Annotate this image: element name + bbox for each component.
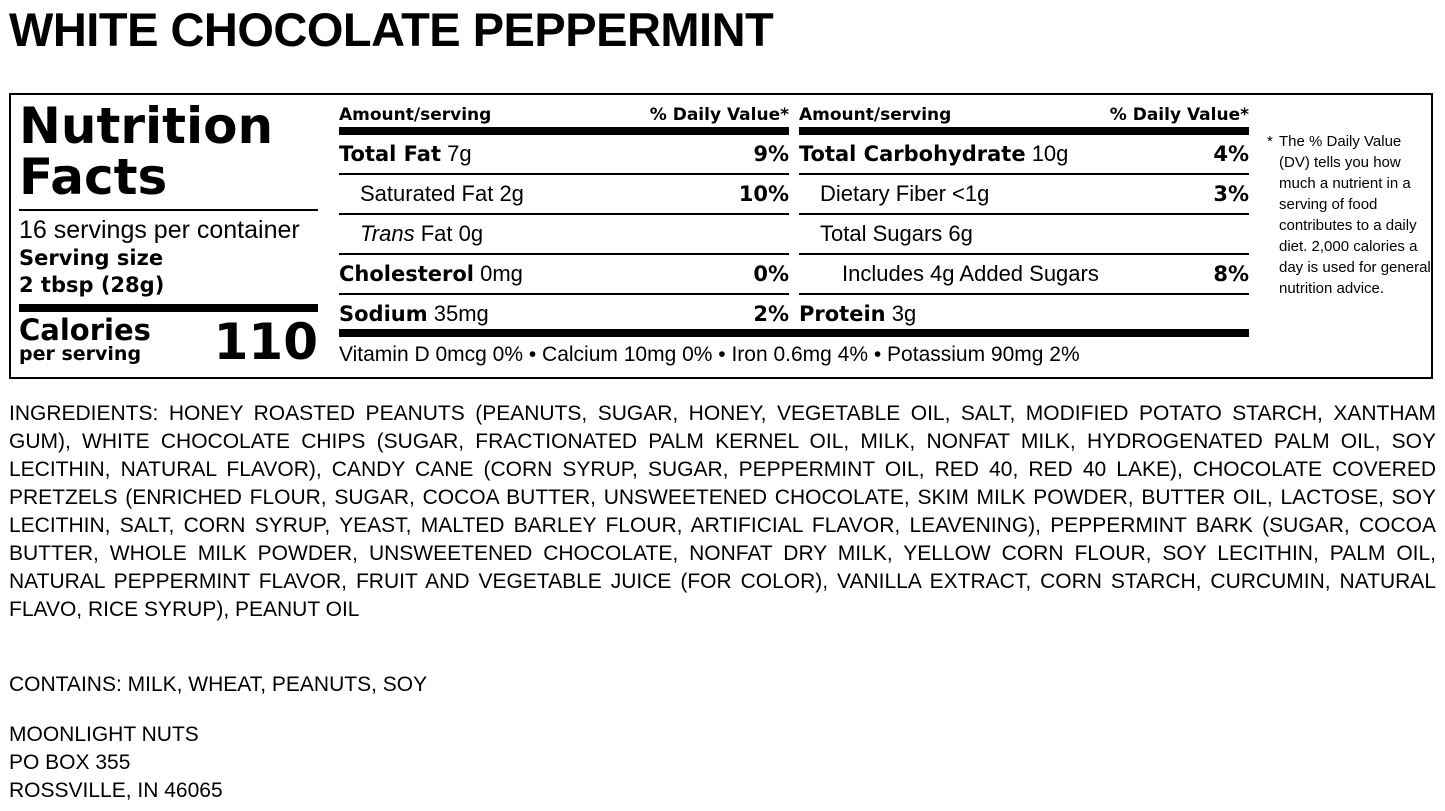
- nutrient-dv: 4%: [1213, 142, 1249, 166]
- nutrient-row-trans-fat: [339, 215, 789, 255]
- nutrient-amount: Fat 0g: [420, 221, 484, 246]
- nutrient-dv: 10%: [738, 182, 789, 206]
- product-title: WHITE CHOCOLATE PEPPERMINT: [9, 3, 774, 56]
- nutrient-name: Protein: [799, 302, 886, 326]
- nutrient-name: Sodium: [339, 302, 428, 326]
- nutrient-column-left: [339, 103, 789, 333]
- nutrient-row-sodium: [339, 295, 789, 333]
- nutrient-name: Total Carbohydrate: [799, 142, 1026, 166]
- nutrient-dv: 2%: [753, 302, 789, 326]
- nutrient-row-cholesterol: [339, 255, 789, 295]
- nutrient-row-dietary-fiber: [799, 175, 1249, 215]
- nutrient-amount: 0mg: [480, 261, 523, 286]
- nutrient-dv: 0%: [753, 262, 789, 286]
- address-line: PO BOX 355: [9, 751, 131, 774]
- nutrient-row-total-sugars: [799, 215, 1249, 255]
- nutrient-name: Total Sugars: [820, 221, 943, 246]
- nutrient-column-right: [799, 103, 1249, 333]
- divider-thick: [339, 329, 1249, 337]
- amount-serving-header: Amount/serving: [339, 105, 492, 125]
- calories-per-serving-label: per serving: [19, 343, 142, 365]
- serving-size-label: Serving size: [19, 246, 164, 270]
- nutrient-name: Includes 4g Added Sugars: [842, 261, 1099, 286]
- calories-row: [19, 312, 318, 372]
- nutrient-row-total-fat: [339, 135, 789, 175]
- daily-value-header: % Daily Value*: [649, 105, 789, 125]
- nutrition-facts-label: [9, 93, 1433, 379]
- nutrition-heading-line1: Nutrition: [19, 97, 274, 155]
- column-header: [799, 103, 1249, 127]
- serving-size-value: 2 tbsp (28g): [19, 273, 165, 297]
- nutrient-dv: 9%: [753, 142, 789, 166]
- footnote-asterisk: *: [1267, 133, 1273, 150]
- nutrient-row-total-carbohydrate: [799, 135, 1249, 175]
- daily-value-header: % Daily Value*: [1109, 105, 1249, 125]
- nutrient-name: Dietary Fiber: [820, 181, 946, 206]
- nutrition-heading: [19, 97, 318, 206]
- nutrient-dv: 3%: [1213, 182, 1249, 206]
- calories-label: Calories: [19, 313, 151, 347]
- divider-thick: [799, 127, 1249, 135]
- nutrition-heading-line2: Facts: [19, 148, 168, 206]
- nutrient-amount: 2g: [499, 181, 524, 206]
- nutrient-amount: <1g: [952, 181, 990, 206]
- ingredients-list: INGREDIENTS: HONEY ROASTED PEANUTS (PEANUTS, SUGAR, HONEY, VEGETABLE OIL, SALT, MODIFIED POTATO STARCH, XANTHAM GUM), WHITE CHOCOLATE CHIPS (SUGAR, FRACTIONATED PALM KERNEL OIL, MILK, NONFAT MILK, HYDROGENATED PALM OIL, SOY LECITHIN, NATURAL FLAVOR), CANDY CANE (CORN SYRUP, SUGAR, PEPPERMINT OIL, RED 40, RED 40 LAKE), CHOCOLATE COVERED PRETZELS (ENRICHED FLOUR, SUGAR, COCOA BUTTER, UNSWEETENED CHOCOLATE, SKIM MILK POWDER, BUTTER OIL, LACTOSE, SOY LECITHIN, SALT, CORN SYRUP, YEAST, MALTED BARLEY FLOUR, ARTIFICIAL FLAVOR, LEAVENING), PEPPERMINT BARK (SUGAR, COCOA BUTTER, WHOLE MILK POWDER, UNSWEETENED CHOCOLATE, NONFAT DRY MILK, YELLOW CORN FLOUR, SOY LECITHIN, PALM OIL, NATURAL PEPPERMINT FLAVOR, FRUIT AND VEGETABLE JUICE (FOR COLOR), VANILLA EXTRACT, CORN STARCH, CURCUMIN, NATURAL FLAVO, RICE SYRUP), PEANUT OIL: [9, 402, 1436, 621]
- nutrient-name: Saturated Fat: [360, 181, 494, 206]
- nutrient-row-protein: [799, 295, 1249, 333]
- nutrient-amount: 35mg: [433, 301, 489, 326]
- manufacturer-address: [9, 721, 223, 805]
- servings-per-container: 16 servings per container: [19, 216, 300, 244]
- nutrient-name: Cholesterol: [339, 262, 474, 286]
- amount-serving-header: Amount/serving: [799, 105, 952, 125]
- footnote-text: The % Daily Value (DV) tells you how much a nutrient in a serving of food contributes to a daily diet. 2,000 calories a day is used for general nutrition advice.: [1279, 133, 1431, 297]
- daily-value-footnote: [1267, 131, 1433, 299]
- nutrient-dv: 8%: [1213, 262, 1249, 286]
- address-line: ROSSVILLE, IN 46065: [9, 779, 223, 802]
- nutrient-name: Total Fat: [339, 142, 442, 166]
- vitamins-minerals-line: Vitamin D 0mcg 0% • Calcium 10mg 0% • Iron 0.6mg 4% • Potassium 90mg 2%: [339, 343, 1080, 366]
- nutrient-amount: 10g: [1031, 141, 1069, 166]
- divider: [19, 209, 318, 211]
- allergen-statement: CONTAINS: MILK, WHEAT, PEANUTS, SOY: [9, 673, 428, 696]
- divider-thick: [19, 304, 318, 312]
- divider-thick: [339, 127, 789, 135]
- address-line: MOONLIGHT NUTS: [9, 723, 199, 746]
- nutrient-amount: 6g: [948, 221, 973, 246]
- nutrient-row-added-sugars: [799, 255, 1249, 295]
- nutrient-amount: 3g: [891, 301, 917, 326]
- nutrient-row-saturated-fat: [339, 175, 789, 215]
- column-header: [339, 103, 789, 127]
- calories-value: 110: [213, 313, 318, 371]
- nutrient-name: Trans: [360, 221, 415, 246]
- nutrition-summary: [19, 97, 318, 372]
- nutrient-amount: 7g: [447, 141, 472, 166]
